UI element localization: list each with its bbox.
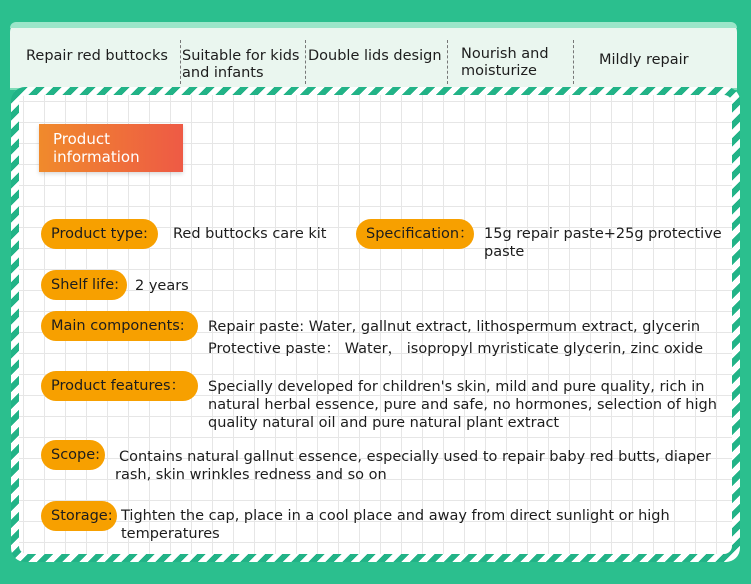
feature-bar [10, 22, 737, 90]
specification-value: 15g repair paste+25g protective paste [484, 226, 722, 260]
product-features-label: Product features： [41, 371, 198, 401]
feature-divider [573, 40, 574, 84]
main-components-label: Main components: [41, 311, 198, 341]
feature-divider [180, 40, 181, 84]
shelf-life-value: 2 years [135, 278, 189, 294]
storage-label: Storage: [41, 501, 117, 531]
product-features-value: Specially developed for children's skin, mild and pure quality, rich in natural herbal essence, pure and safe, no hormones, selection of high quality natural oil and pure natural plant extract [208, 379, 717, 431]
product-info-heading: Product information [39, 124, 183, 172]
feature-suitable-for-kids: Suitable for kids and infants [182, 48, 300, 81]
main-components-line1: Repair paste: Water, gallnut extract, lithospermum extract, glycerin [208, 319, 701, 335]
feature-divider [305, 40, 306, 84]
specification-label: Specification： [356, 219, 474, 249]
feature-repair-red-buttocks: Repair red buttocks [26, 48, 168, 64]
product-info-grid [19, 95, 732, 554]
product-type-value: Red buttocks care kit [173, 226, 327, 242]
product-info-card [11, 87, 740, 562]
shelf-life-label: Shelf life: [41, 270, 127, 300]
scope-value: Contains natural gallnut essence, especially used to repair baby red butts, diaper rash, skin wrinkles redness and so on [115, 449, 711, 483]
feature-double-lids: Double lids design [308, 48, 442, 64]
feature-bar-highlight [10, 22, 737, 28]
main-components-line2: Protective paste： Water， isopropyl myristicate glycerin, zinc oxide [208, 341, 704, 357]
feature-mildly-repair: Mildly repair [599, 52, 689, 68]
feature-divider [447, 40, 448, 84]
product-type-label: Product type: [41, 219, 158, 249]
feature-nourish-moisturize: Nourish and moisturize [461, 46, 549, 79]
scope-label: Scope: [41, 440, 105, 470]
storage-value: Tighten the cap, place in a cool place and away from direct sunlight or high temperatures [121, 508, 670, 542]
